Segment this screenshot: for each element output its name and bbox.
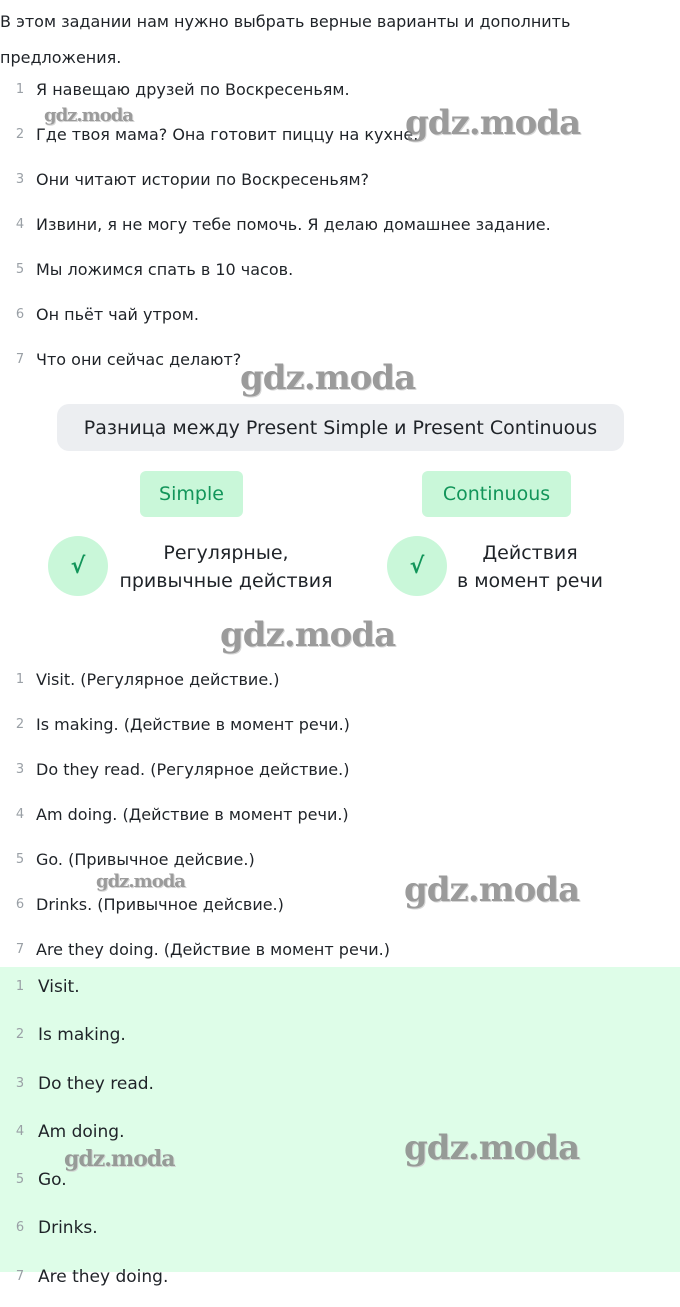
watermark-logo: gdz.moda (64, 1146, 175, 1172)
check-icon: √ (48, 536, 108, 596)
item-text: Visit. (Регулярное действие.) (36, 670, 280, 689)
item-text: Am doing. (Действие в момент речи.) (36, 805, 349, 824)
item-text: Мы ложимся спать в 10 часов. (36, 260, 294, 279)
item-number: 1 (15, 672, 25, 687)
item-text: Do they read. (Регулярное действие.) (36, 760, 350, 779)
answer-text: Visit. (38, 977, 80, 997)
item-text: Где твоя мама? Она готовит пиццу на кухне. (36, 125, 419, 144)
watermark-logo: gdz.moda (44, 105, 133, 126)
answer-text: Go. (38, 1170, 67, 1190)
item-number: 3 (15, 762, 25, 777)
comparison-heading: Разница между Present Simple и Present Continuous (57, 404, 624, 451)
answer-text: Am doing. (38, 1122, 125, 1142)
check-icon: √ (387, 536, 447, 596)
item-number: 2 (15, 127, 25, 142)
item-number: 4 (15, 217, 25, 232)
answer-text: Is making. (38, 1025, 126, 1045)
simple-desc-line1: Регулярные, (163, 542, 289, 564)
item-number: 2 (15, 717, 25, 732)
answer-text: Drinks. (38, 1218, 98, 1238)
item-number: 4 (15, 1124, 25, 1139)
task-intro: В этом задании нам нужно выбрать верные варианты и дополнить предложения. (0, 12, 571, 67)
item-text: Are they doing. (Действие в момент речи.) (36, 940, 390, 959)
watermark-logo: gdz.moda (96, 871, 185, 892)
item-number: 5 (15, 262, 25, 277)
watermark-logo: gdz.moda (404, 870, 580, 910)
answer-text: Do they read. (38, 1074, 154, 1094)
answer-text: Are they doing. (38, 1267, 169, 1287)
simple-desc-line2: привычные действия (119, 570, 333, 592)
item-number: 6 (15, 307, 25, 322)
item-number: 6 (15, 1220, 25, 1235)
item-text: Что они сейчас делают? (36, 350, 242, 369)
item-number: 3 (15, 172, 25, 187)
continuous-description (448, 539, 612, 595)
item-number: 3 (15, 1076, 25, 1091)
item-text: Я навещаю друзей по Воскресеньям. (36, 80, 350, 99)
item-number: 5 (15, 852, 25, 867)
item-number: 1 (15, 979, 25, 994)
item-number: 7 (15, 352, 25, 367)
answer-box (0, 967, 680, 1287)
simple-tag: Simple (140, 471, 243, 517)
item-text: Drinks. (Привычное дейсвие.) (36, 895, 284, 914)
item-number: 2 (15, 1027, 25, 1042)
simple-description (110, 539, 342, 595)
item-text: Они читают истории по Воскресеньям? (36, 170, 370, 189)
item-number: 4 (15, 807, 25, 822)
watermark-logo: gdz.moda (404, 1128, 580, 1168)
continuous-desc-line1: Действия (482, 542, 578, 564)
item-text: Он пьёт чай утром. (36, 305, 199, 324)
item-number: 7 (15, 942, 25, 957)
continuous-tag: Continuous (422, 471, 571, 517)
watermark-logo: gdz.moda (220, 615, 396, 655)
item-number: 7 (15, 1269, 25, 1284)
continuous-desc-line2: в момент речи (456, 570, 604, 592)
item-number: 1 (15, 82, 25, 97)
item-text: Извини, я не могу тебе помочь. Я делаю домашнее задание. (36, 215, 551, 234)
item-number: 5 (15, 1172, 25, 1187)
item-number: 6 (15, 897, 25, 912)
watermark-logo: gdz.moda (240, 358, 416, 398)
item-text: Go. (Привычное дейсвие.) (36, 850, 255, 869)
watermark-logo: gdz.moda (405, 103, 581, 143)
item-text: Is making. (Действие в момент речи.) (36, 715, 350, 734)
